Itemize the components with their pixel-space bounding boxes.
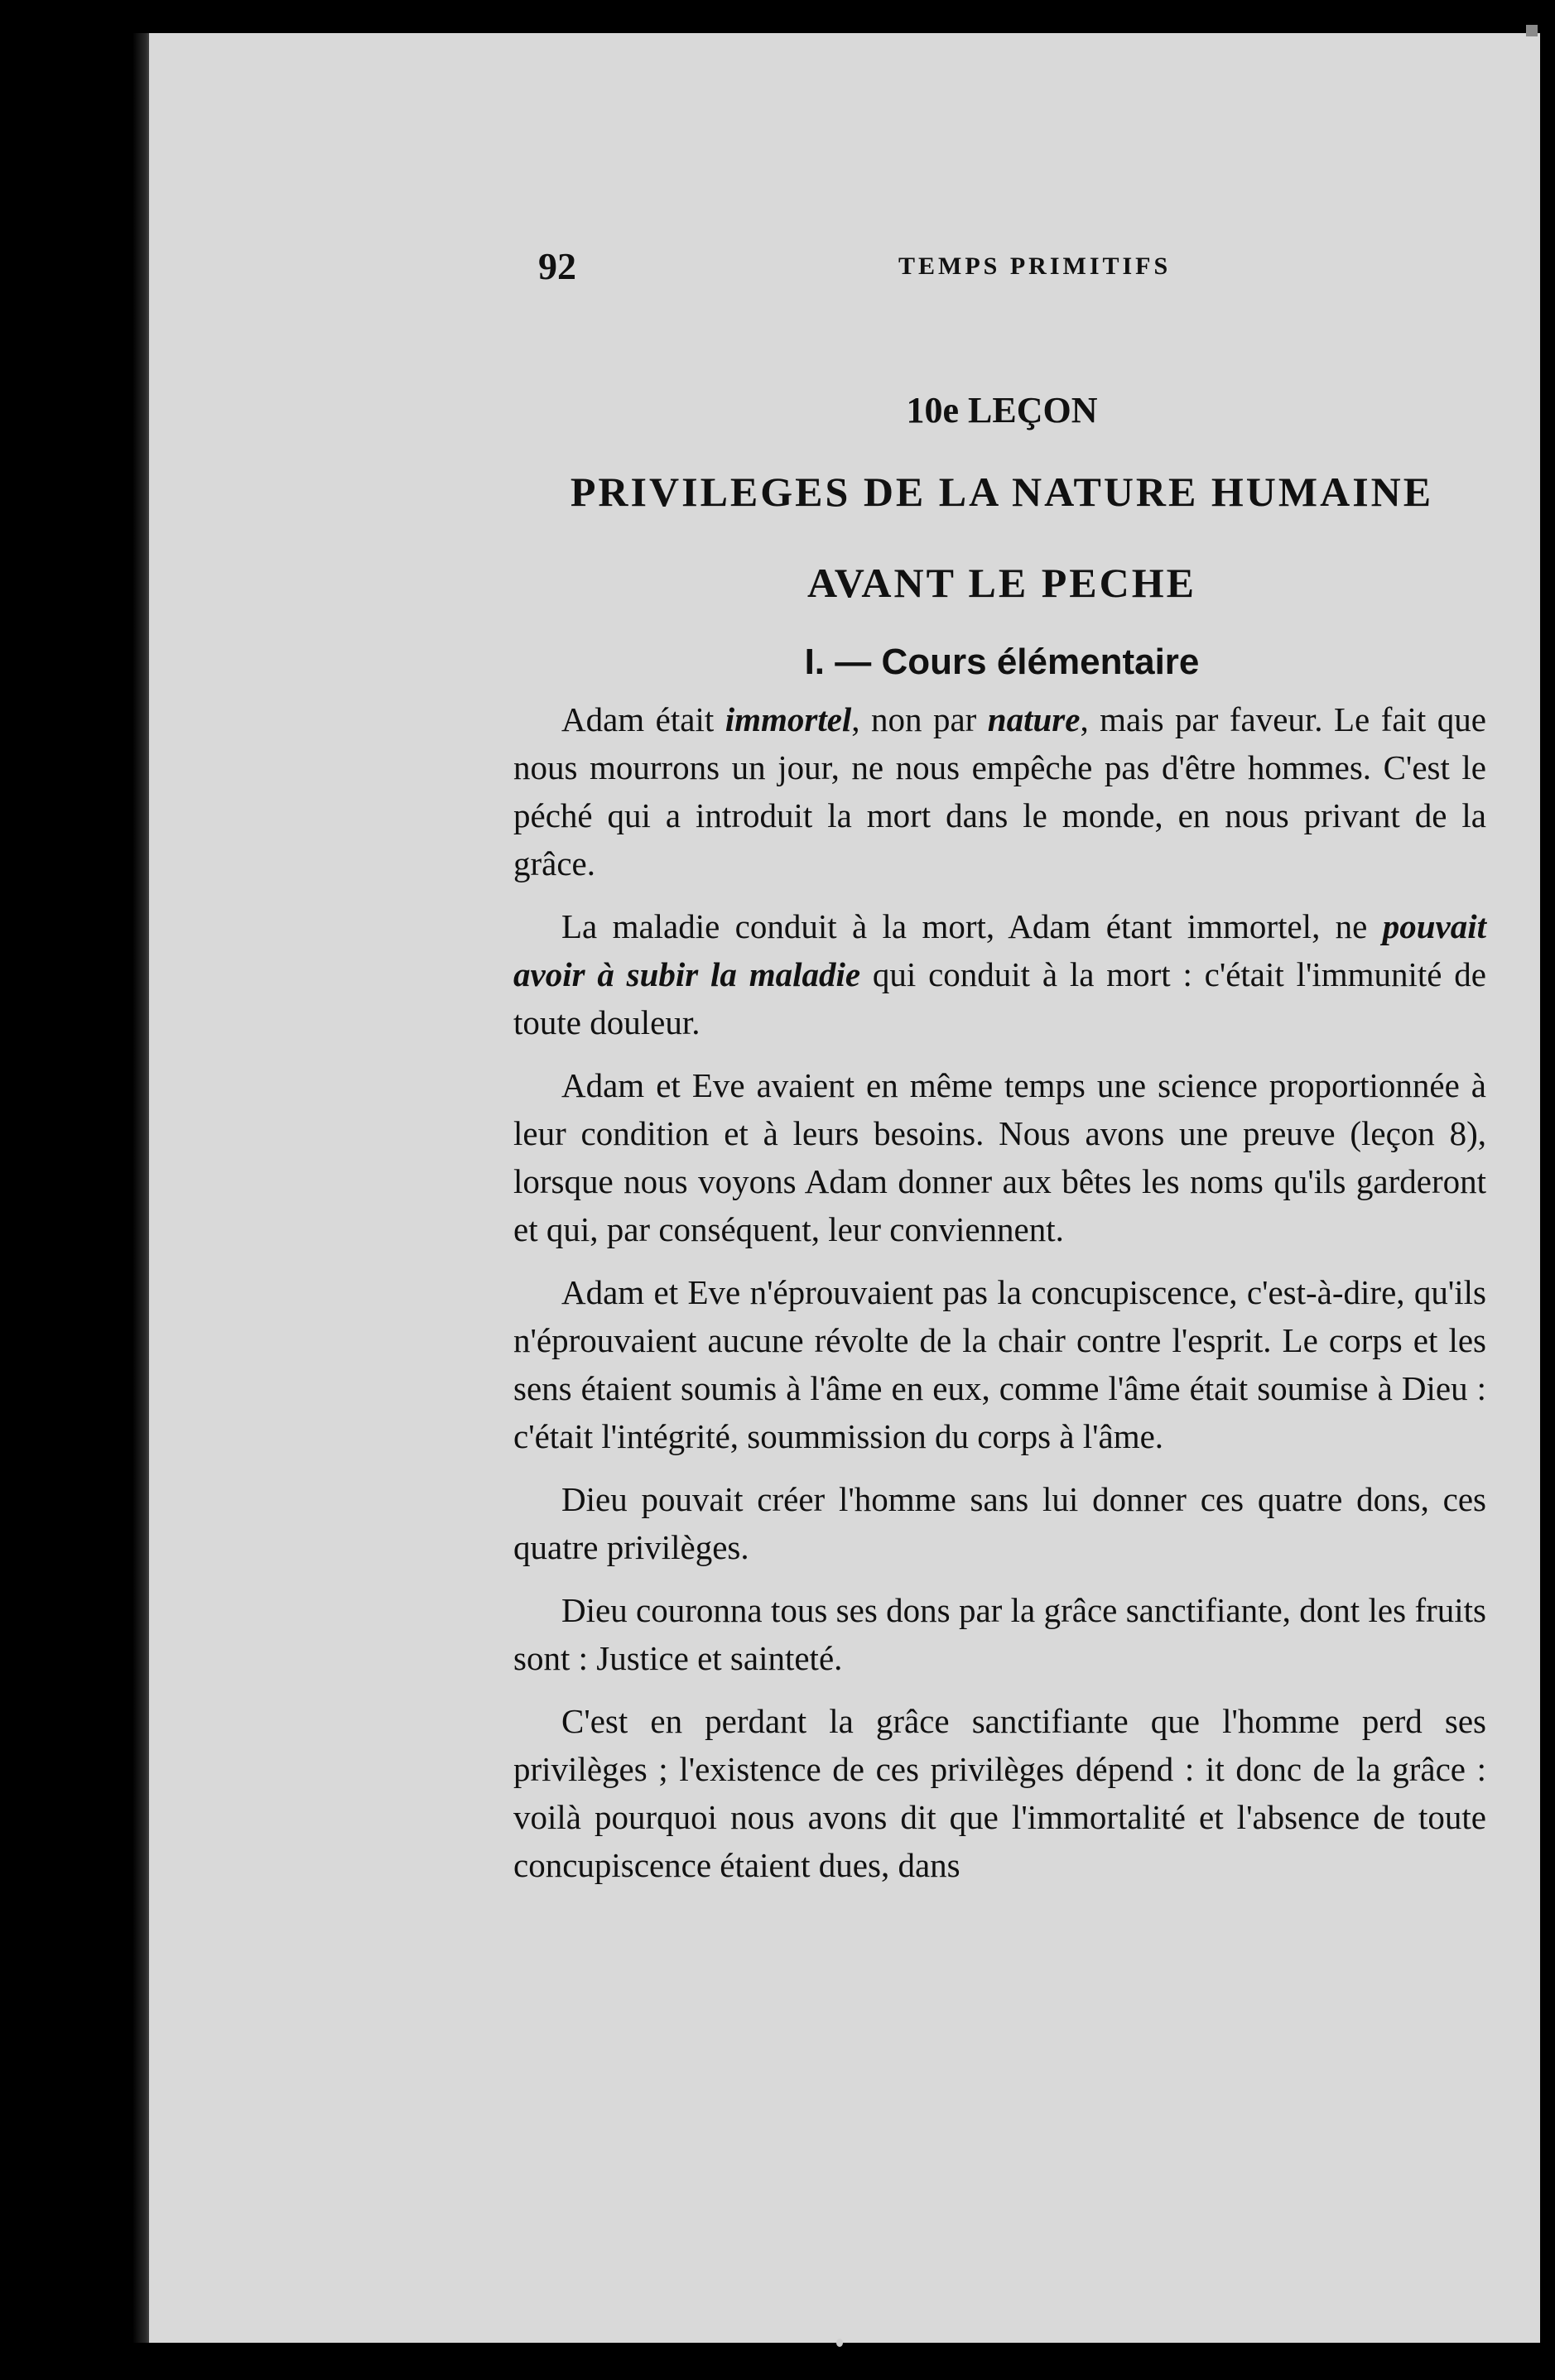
paragraph xyxy=(513,1475,1486,1571)
lesson-title-line2: AVANT LE PECHE xyxy=(807,560,1196,606)
paragraph-text: La maladie conduit à la mort, Adam étant immortel, ne xyxy=(561,907,1383,945)
paragraph-text: qui conduit à la mort : c'était l'immunité de toute douleur. xyxy=(513,955,1486,1041)
paragraph-text: Dieu couronna tous ses dons par la grâce sanctifiante, dont les fruits sont : Justice et sainteté. xyxy=(513,1591,1486,1677)
paragraph-text: , mais par faveur. Le fait que nous mourrons un jour, ne nous empêche pas d'être hommes. C'est le péché qui a introduit la mort dans le monde, en nous privant de la grâce. xyxy=(513,700,1486,882)
body-text xyxy=(513,695,1486,1904)
scan-mark xyxy=(1526,25,1538,36)
paragraph xyxy=(513,1586,1486,1682)
paragraph xyxy=(513,695,1486,887)
emphasized-text: immortel xyxy=(725,700,852,738)
paragraph xyxy=(513,1697,1486,1889)
paragraph xyxy=(513,1268,1486,1460)
paragraph-text: , non par xyxy=(851,700,988,738)
running-head xyxy=(538,244,1466,294)
emphasized-text: pouvait avoir à subir la maladie xyxy=(513,907,1486,993)
section-heading: I. — Cours élémentaire xyxy=(804,642,1200,682)
paragraph-text: Dieu pouvait créer l'homme sans lui donner ces quatre dons, ces quatre privilèges. xyxy=(513,1480,1486,1566)
paragraph-text: Adam et Eve n'éprouvaient pas la concupiscence, c'est-à-dire, qu'ils n'éprouvaient aucune révolte de la chair contre l'esprit. Le corps et les sens étaient soumis à l'âme en eux, comme l'âme était soumise à Dieu : c'était l'intégrité, soummission du corps à l'âme. xyxy=(513,1273,1486,1455)
paragraph-text: Adam était xyxy=(561,700,725,738)
lesson-title-line1: PRIVILEGES DE LA NATURE HUMAINE xyxy=(570,469,1434,515)
paragraph xyxy=(513,902,1486,1046)
lesson-number: 10e LEÇON xyxy=(906,390,1098,430)
page-number: 92 xyxy=(538,245,576,287)
emphasized-text: nature xyxy=(987,700,1081,738)
paragraph-text: Adam et Eve avaient en même temps une science proportionnée à leur condition et à leurs besoins. Nous avons une preuve (leçon 8), lorsque nous voyons Adam donner aux bêtes les noms qu'ils garderont et qui, par conséquent, leur conviennent. xyxy=(513,1066,1486,1248)
paragraph xyxy=(513,1061,1486,1253)
scan-speck xyxy=(836,2339,843,2347)
paragraph-text: C'est en perdant la grâce sanctifiante que l'homme perd ses privilèges ; l'existence de ces privilèges dépend : it donc de la grâce : voilà pourquoi nous avons dit que l'immortalité et l'absence de toute concupiscence étaient dues, dans xyxy=(513,1702,1486,1884)
running-title: TEMPS PRIMITIFS xyxy=(898,252,1172,280)
